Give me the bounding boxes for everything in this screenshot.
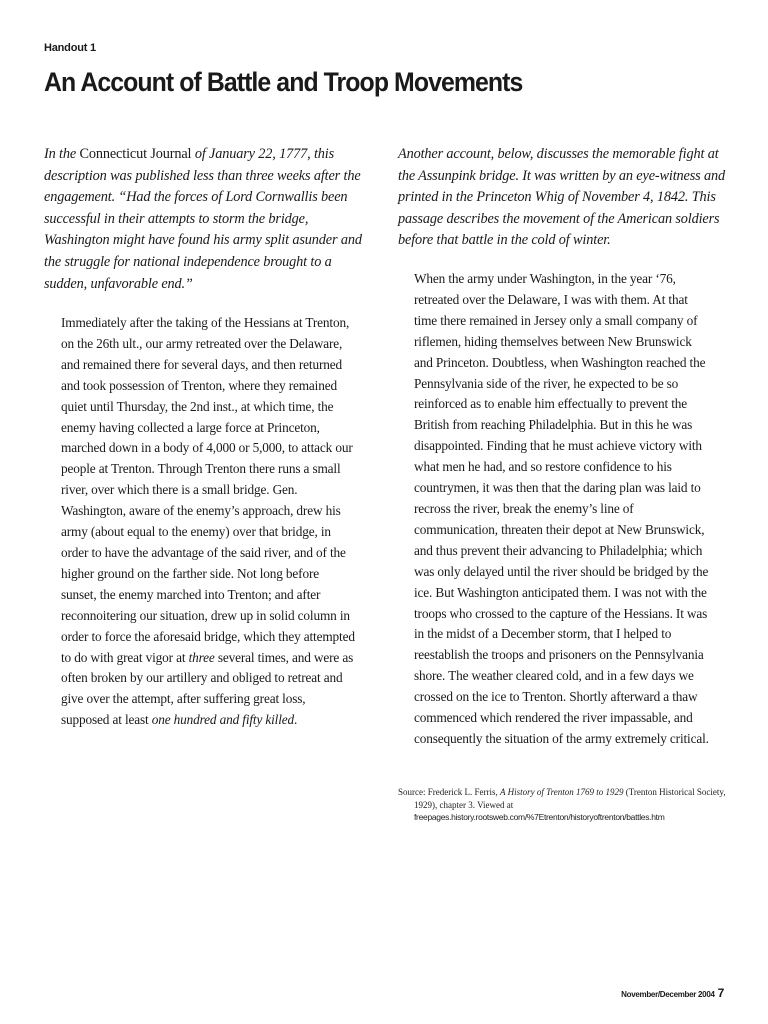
left-body-emphasis-three: three <box>188 649 215 665</box>
left-intro <box>44 144 372 295</box>
right-body: When the army under Washington, in the year ‘76, retreated over the Delaware, I was with them. At that time there remained in Jersey only a small company of riflemen, hiding themselves between New Brunswick and Princeton. Doubtless, when Washington reached the Pennsylvania side of the river, he expected to be so reinforced as to enable him effectually to prevent the British from reaching Philadelphia. But in this he was disappointed. Finding that he must achieve victory with what men he had, and so restore confidence to his countrymen, it was then that the daring plan was laid to recross the river, break the enemy’s line of communication, threaten their depot at New Brunswick, and thus prevent their advancing to Philadelphia; which was only delayed until the river should be bridged by the ice. But Washington anticipated them. I was not with the troops who crossed to the capture of the Hessians. It was in the midst of a December storm, that I helped to reestablish the troops and prisoners on the Pennsylvania shore. The weather cleared cold, and in a few days we crossed on the ice to Trenton. Shortly afterward a thaw commenced which rendered the river impassable, and consequently the situation of the army extremely critical. <box>414 271 709 746</box>
right-intro: Another account, below, discusses the memorable fight at the Assunpink bridge. It was written by an eye-witness and printed in the Princeton Whig of November 4, 1842. This passage describes the movement of the American soldiers before that battle in the cold of winter. <box>398 146 725 249</box>
source-mid: (Trenton Historical Society, 1929), chapter 3. Viewed at <box>414 787 726 810</box>
source-citation <box>398 786 744 824</box>
page-title: An Account of Battle and Troop Movements <box>44 67 523 97</box>
left-body-part3: . <box>294 712 298 728</box>
left-body <box>61 313 356 731</box>
left-body-part1: Immediately after the taking of the Hessians at Trenton, on the 26th ult., our army retreated over the Delaware, and remained there for several days, and then returned and took possession of Trenton, where they remained quiet until Thursday, the 2nd inst., at which time, the enemy having collected a large force at Princeton, marched down in a body of 4,000 or 5,000, to attack our people at Trenton. Through Trenton there runs a small river, over which there is a small bridge. Gen. Washington, aware of the enemy’s approach, drew his army (about equal to the enemy) over that bridge, in order to have the advantage of the said river, and of the higher ground on the farther side. Not long before sunset, the enemy marched into Trenton; and after reconnoitering our situation, drew up in solid column in order to force the aforesaid bridge, which they attempted to do with great vigor at <box>61 315 355 665</box>
left-intro-lead: In the <box>44 146 80 162</box>
source-book-title: A History of Trenton 1769 to 1929 <box>499 787 624 797</box>
source-url[interactable]: freepages.history.rootsweb.com/%7Etrenton/historyoftrenton/battles.htm <box>414 812 665 822</box>
journal-name: Connecticut Journal <box>79 146 192 162</box>
handout-label: Handout 1 <box>44 42 96 54</box>
left-body-emphasis-killed: one hundred and fifty killed <box>151 712 295 728</box>
issue-date: November/December 2004 <box>621 990 715 999</box>
left-intro-rest: of January 22, 1777, this description was published less than three weeks after the engagement. “Had the forces of Lord Cornwallis been successful in their attempts to storm the bridge, Washington might have found his army split asunder and the struggle for national independence brought to a sudden, unfavorable end.” <box>44 146 362 292</box>
page-footer <box>621 986 724 1000</box>
left-body-part2: several times, and were as often broken by our artillery and obliged to retreat and give over the attempt, after suffering great loss, supposed at least <box>61 649 354 728</box>
source-prefix: Source: Frederick L. Ferris, <box>398 787 500 797</box>
page-number: 7 <box>717 986 724 1000</box>
